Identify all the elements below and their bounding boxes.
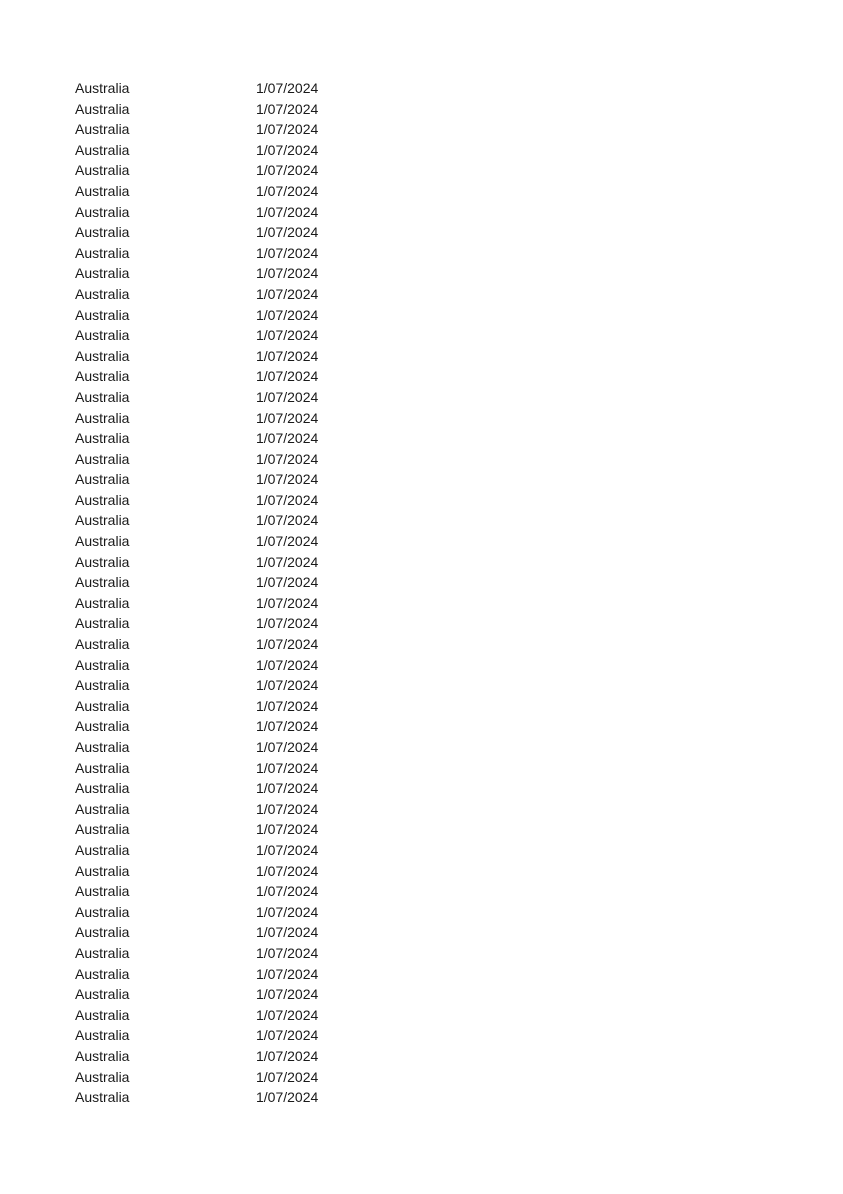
date-cell: 1/07/2024 xyxy=(256,491,319,508)
date-cell: 1/07/2024 xyxy=(256,780,319,797)
country-cell: Australia xyxy=(75,1027,130,1044)
date-cell: 1/07/2024 xyxy=(256,388,319,405)
country-cell: Australia xyxy=(75,574,130,591)
table-row xyxy=(75,202,415,223)
date-cell: 1/07/2024 xyxy=(256,1068,319,1085)
country-cell: Australia xyxy=(75,780,130,797)
country-cell: Australia xyxy=(75,450,130,467)
country-cell: Australia xyxy=(75,553,130,570)
table-row xyxy=(75,799,415,820)
table-row xyxy=(75,881,415,902)
date-cell: 1/07/2024 xyxy=(256,1027,319,1044)
country-cell: Australia xyxy=(75,80,130,96)
table-row xyxy=(75,634,415,655)
table-row xyxy=(75,1005,415,1026)
table-row xyxy=(75,984,415,1005)
country-cell: Australia xyxy=(75,944,130,961)
table-row xyxy=(75,449,415,470)
table-row xyxy=(75,119,415,140)
table-row xyxy=(75,99,415,120)
date-cell: 1/07/2024 xyxy=(256,903,319,920)
table-row xyxy=(75,366,415,387)
country-cell: Australia xyxy=(75,491,130,508)
date-cell: 1/07/2024 xyxy=(256,965,319,982)
table-row xyxy=(75,675,415,696)
table-row xyxy=(75,655,415,676)
date-cell: 1/07/2024 xyxy=(256,203,319,220)
table-row xyxy=(75,1025,415,1046)
country-cell: Australia xyxy=(75,100,130,117)
table-row xyxy=(75,510,415,531)
table-row xyxy=(75,531,415,552)
country-cell: Australia xyxy=(75,430,130,447)
date-cell: 1/07/2024 xyxy=(256,944,319,961)
table-row xyxy=(75,840,415,861)
table-row xyxy=(75,861,415,882)
date-cell: 1/07/2024 xyxy=(256,409,319,426)
date-cell: 1/07/2024 xyxy=(256,306,319,323)
country-cell: Australia xyxy=(75,347,130,364)
country-cell: Australia xyxy=(75,388,130,405)
table-row xyxy=(75,160,415,181)
date-cell: 1/07/2024 xyxy=(256,533,319,550)
country-cell: Australia xyxy=(75,800,130,817)
table-row xyxy=(75,613,415,634)
date-cell: 1/07/2024 xyxy=(256,244,319,261)
country-cell: Australia xyxy=(75,285,130,302)
date-cell: 1/07/2024 xyxy=(256,1047,319,1064)
table-row xyxy=(75,716,415,737)
date-cell: 1/07/2024 xyxy=(256,162,319,179)
country-cell: Australia xyxy=(75,965,130,982)
country-cell: Australia xyxy=(75,327,130,344)
country-cell: Australia xyxy=(75,265,130,282)
table-row xyxy=(75,181,415,202)
table-row xyxy=(75,1087,415,1108)
table-row xyxy=(75,819,415,840)
table-row xyxy=(75,140,415,161)
table-row xyxy=(75,758,415,779)
date-cell: 1/07/2024 xyxy=(256,100,319,117)
date-cell: 1/07/2024 xyxy=(256,883,319,900)
table-row xyxy=(75,1067,415,1088)
date-cell: 1/07/2024 xyxy=(256,512,319,529)
country-cell: Australia xyxy=(75,141,130,158)
country-cell: Australia xyxy=(75,759,130,776)
table-row xyxy=(75,78,415,99)
country-cell: Australia xyxy=(75,1006,130,1023)
table-row xyxy=(75,325,415,346)
date-cell: 1/07/2024 xyxy=(256,759,319,776)
table-row xyxy=(75,469,415,490)
table-row xyxy=(75,387,415,408)
date-cell: 1/07/2024 xyxy=(256,574,319,591)
table-row xyxy=(75,490,415,511)
date-cell: 1/07/2024 xyxy=(256,697,319,714)
date-cell: 1/07/2024 xyxy=(256,450,319,467)
table-row xyxy=(75,696,415,717)
country-cell: Australia xyxy=(75,718,130,735)
date-cell: 1/07/2024 xyxy=(256,656,319,673)
country-cell: Australia xyxy=(75,739,130,755)
country-cell: Australia xyxy=(75,656,130,673)
country-cell: Australia xyxy=(75,1068,130,1085)
country-cell: Australia xyxy=(75,594,130,611)
date-cell: 1/07/2024 xyxy=(256,1006,319,1023)
country-cell: Australia xyxy=(75,368,130,385)
table-row xyxy=(75,263,415,284)
country-cell: Australia xyxy=(75,471,130,488)
date-cell: 1/07/2024 xyxy=(256,141,319,158)
table-row xyxy=(75,222,415,243)
country-cell: Australia xyxy=(75,244,130,261)
date-cell: 1/07/2024 xyxy=(256,327,319,344)
date-cell: 1/07/2024 xyxy=(256,594,319,611)
date-cell: 1/07/2024 xyxy=(256,615,319,632)
date-cell: 1/07/2024 xyxy=(256,182,319,199)
country-cell: Australia xyxy=(75,409,130,426)
country-cell: Australia xyxy=(75,306,130,323)
country-cell: Australia xyxy=(75,121,130,138)
country-cell: Australia xyxy=(75,903,130,920)
table-row xyxy=(75,284,415,305)
table-row xyxy=(75,593,415,614)
table-row xyxy=(75,552,415,573)
table-row xyxy=(75,305,415,326)
table-row xyxy=(75,428,415,449)
country-cell: Australia xyxy=(75,615,130,632)
country-cell: Australia xyxy=(75,697,130,714)
date-cell: 1/07/2024 xyxy=(256,224,319,241)
table-row xyxy=(75,243,415,264)
country-cell: Australia xyxy=(75,883,130,900)
country-cell: Australia xyxy=(75,512,130,529)
table-row xyxy=(75,943,415,964)
date-cell: 1/07/2024 xyxy=(256,841,319,858)
date-cell: 1/07/2024 xyxy=(256,862,319,879)
date-cell: 1/07/2024 xyxy=(256,739,319,755)
date-cell: 1/07/2024 xyxy=(256,924,319,941)
table-row xyxy=(75,902,415,923)
table-row xyxy=(75,778,415,799)
date-cell: 1/07/2024 xyxy=(256,636,319,653)
country-cell: Australia xyxy=(75,862,130,879)
table-row xyxy=(75,922,415,943)
country-cell: Australia xyxy=(75,162,130,179)
table-row xyxy=(75,346,415,367)
table-row xyxy=(75,737,415,758)
date-cell: 1/07/2024 xyxy=(256,265,319,282)
date-cell: 1/07/2024 xyxy=(256,677,319,694)
date-cell: 1/07/2024 xyxy=(256,285,319,302)
table-row xyxy=(75,1046,415,1067)
date-cell: 1/07/2024 xyxy=(256,121,319,138)
country-cell: Australia xyxy=(75,203,130,220)
table-row xyxy=(75,408,415,429)
country-cell: Australia xyxy=(75,841,130,858)
date-cell: 1/07/2024 xyxy=(256,1089,319,1106)
country-cell: Australia xyxy=(75,533,130,550)
table-row xyxy=(75,572,415,593)
country-cell: Australia xyxy=(75,224,130,241)
table-row xyxy=(75,964,415,985)
date-cell: 1/07/2024 xyxy=(256,80,319,96)
country-cell: Australia xyxy=(75,636,130,653)
country-cell: Australia xyxy=(75,924,130,941)
data-rows xyxy=(75,78,415,1108)
country-cell: Australia xyxy=(75,986,130,1003)
date-cell: 1/07/2024 xyxy=(256,718,319,735)
date-cell: 1/07/2024 xyxy=(256,347,319,364)
date-cell: 1/07/2024 xyxy=(256,430,319,447)
date-cell: 1/07/2024 xyxy=(256,986,319,1003)
country-cell: Australia xyxy=(75,1047,130,1064)
country-cell: Australia xyxy=(75,821,130,838)
country-cell: Australia xyxy=(75,1089,130,1106)
date-cell: 1/07/2024 xyxy=(256,800,319,817)
date-cell: 1/07/2024 xyxy=(256,368,319,385)
date-cell: 1/07/2024 xyxy=(256,553,319,570)
date-cell: 1/07/2024 xyxy=(256,821,319,838)
country-cell: Australia xyxy=(75,677,130,694)
country-cell: Australia xyxy=(75,182,130,199)
date-cell: 1/07/2024 xyxy=(256,471,319,488)
